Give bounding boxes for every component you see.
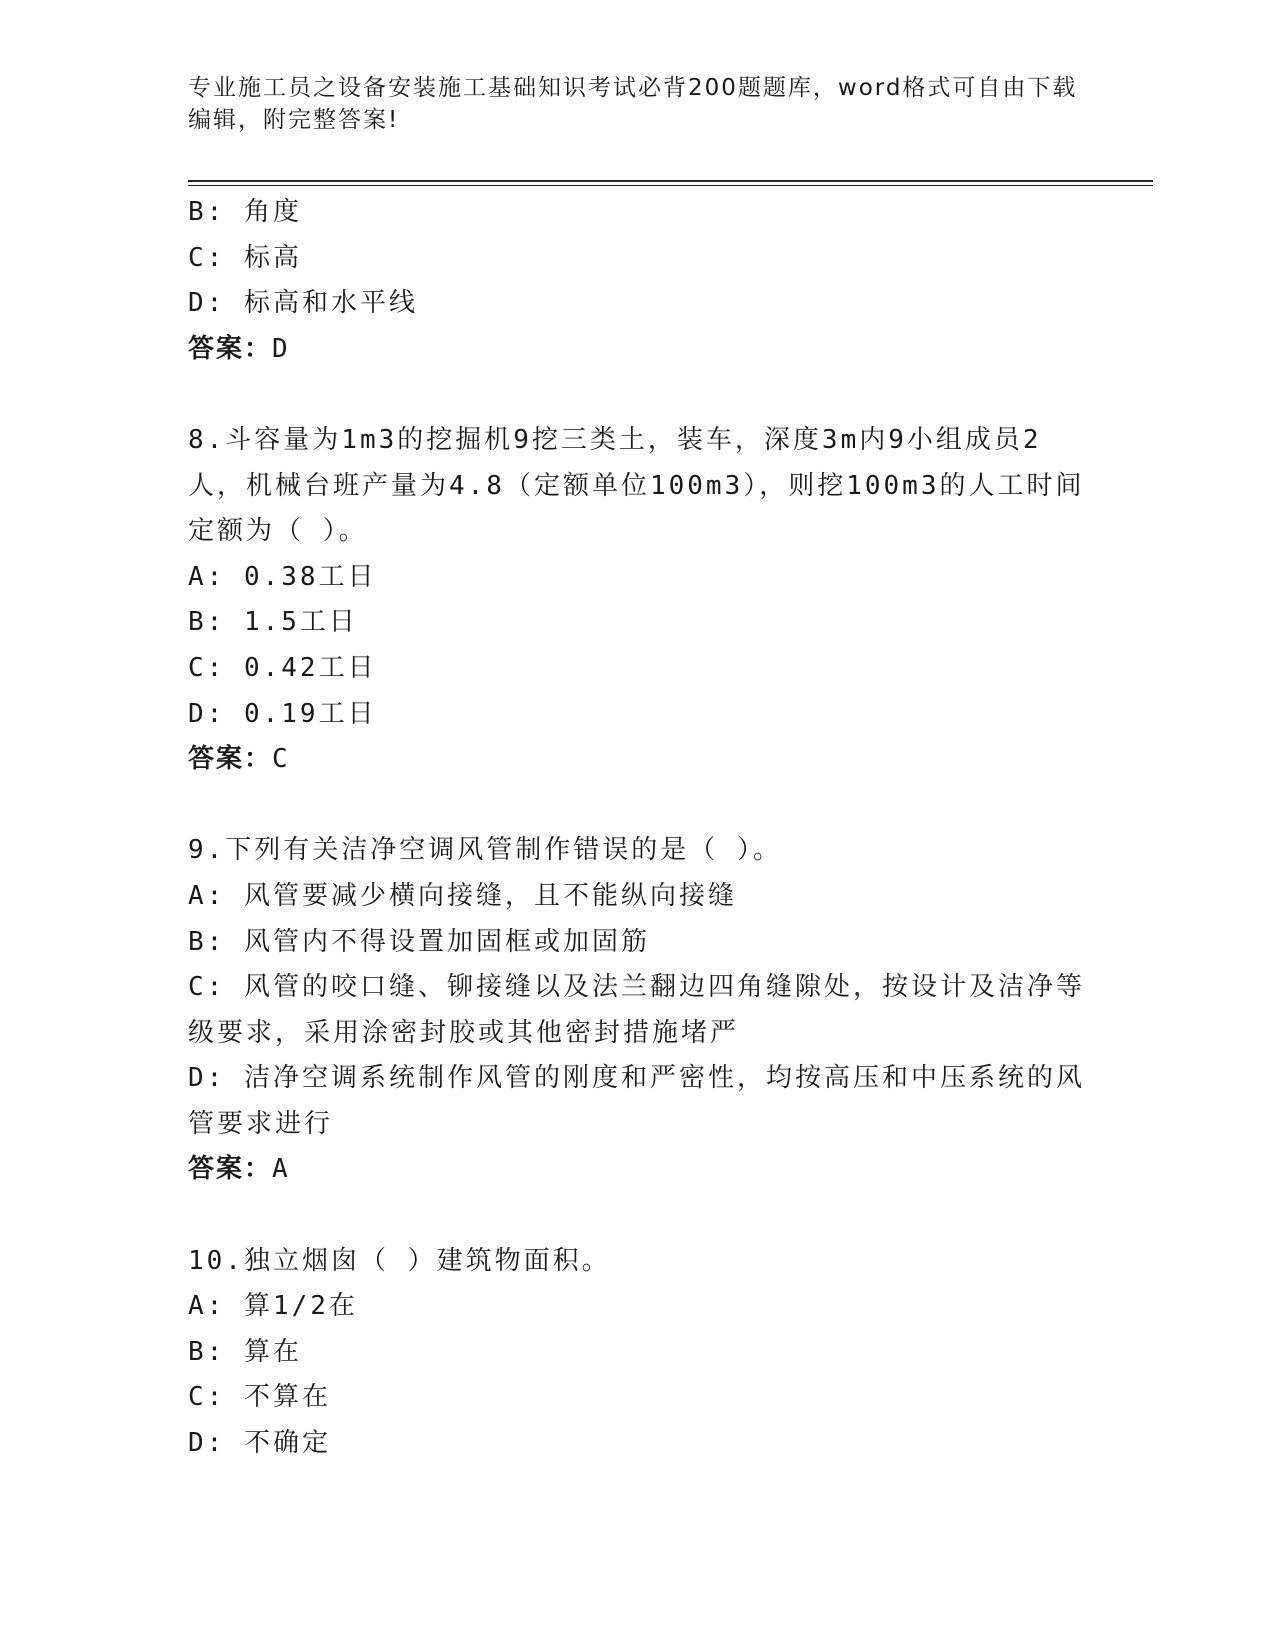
- question-text-line: 人，机械台班产量为4.8（定额单位100m3），则挖100m3的人工时间: [188, 470, 1085, 501]
- answer-line: [188, 327, 1088, 373]
- document-body: [188, 190, 1088, 1467]
- question-10: [188, 1239, 1088, 1467]
- option-c: C: 0.42工日: [188, 652, 377, 683]
- question-7-fragment: [188, 190, 1088, 372]
- option-d: D: 0.19工日: [188, 698, 377, 729]
- option-c: C: 标高: [188, 242, 302, 273]
- option-b: B: 算在: [188, 1336, 302, 1367]
- option-c-continued: 级要求，采用涂密封胶或其他密封措施堵严: [188, 1017, 740, 1048]
- answer-label: 答案：: [188, 744, 273, 775]
- option-d: D: 不确定: [188, 1428, 331, 1459]
- answer-label: 答案：: [188, 333, 273, 364]
- answer-line: [188, 1147, 1088, 1193]
- option-a: A: 风管要减少横向接缝，且不能纵向接缝: [188, 880, 737, 911]
- header-line-2: 编辑，附完整答案!: [188, 107, 400, 133]
- header-line-1: 专业施工员之设备安装施工基础知识考试必背200题题库，word格式可自由下载: [188, 75, 1078, 101]
- question-text-line: 9.下列有关洁净空调风管制作错误的是（ ）。: [188, 835, 782, 866]
- option-a: A: 算1/2在: [188, 1291, 358, 1322]
- option-c: C: 不算在: [188, 1382, 331, 1413]
- question-text-line: 定额为（ ）。: [188, 516, 368, 547]
- option-c: C: 风管的咬口缝、铆接缝以及法兰翻边四角缝隙处，按设计及洁净等: [188, 972, 1085, 1003]
- option-d: D: 标高和水平线: [188, 288, 418, 319]
- option-d: D: 洁净空调系统制作风管的刚度和严密性，均按高压和中压系统的风: [188, 1063, 1085, 1094]
- answer-value: D: [272, 333, 290, 364]
- answer-value: A: [272, 1154, 290, 1185]
- question-8: [188, 418, 1088, 783]
- question-text-line: 10.独立烟囱（ ）建筑物面积。: [188, 1245, 611, 1276]
- answer-value: C: [272, 744, 290, 775]
- header-rule-thin: [188, 185, 1153, 186]
- answer-line: [188, 737, 1088, 783]
- option-b: B: 风管内不得设置加固框或加固筋: [188, 926, 650, 957]
- question-9: [188, 828, 1088, 1193]
- option-a: A: 0.38工日: [188, 561, 377, 592]
- option-b: B: 1.5工日: [188, 607, 358, 638]
- option-b: B: 角度: [188, 197, 302, 227]
- document-header: [188, 72, 1088, 136]
- option-d-continued: 管要求进行: [188, 1108, 334, 1139]
- question-text-line: 8.斗容量为1m3的挖掘机9挖三类土，装车，深度3m内9小组成员2: [188, 424, 1042, 455]
- answer-label: 答案：: [188, 1154, 273, 1185]
- header-rule-thick: [188, 180, 1153, 182]
